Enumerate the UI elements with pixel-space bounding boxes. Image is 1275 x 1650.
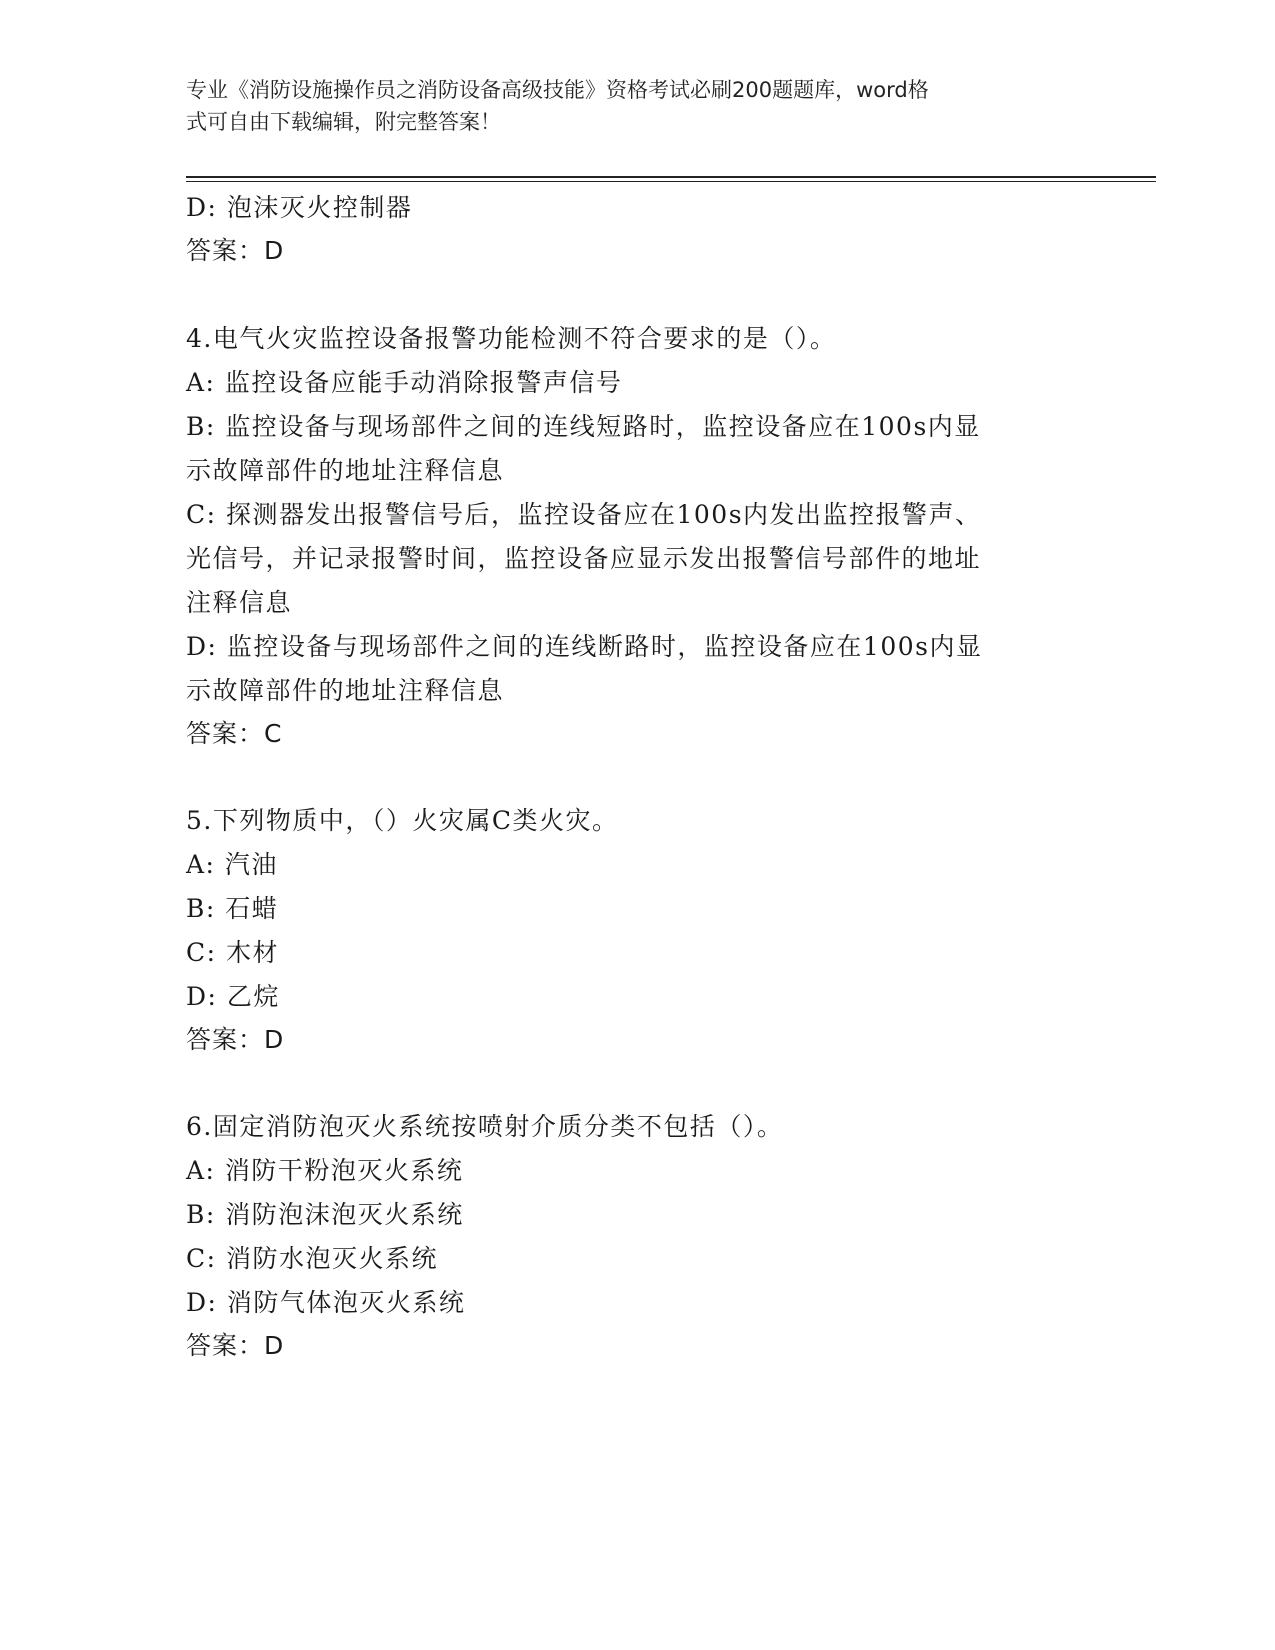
q3-option-d: D: 泡沫灭火控制器 [186,193,413,222]
q6-stem: 6.固定消防泡灭火系统按喷射介质分类不包括（）。 [186,1112,784,1141]
q4-option-d-line-2: 示故障部件的地址注释信息 [186,676,505,705]
header-line-2: 式可自由下载编辑，附完整答案！ [186,110,501,134]
q5-option-c: C: 木材 [186,938,279,967]
q5-option-b: B: 石蜡 [186,894,279,923]
q6-option-a: A: 消防干粉泡灭火系统 [186,1156,464,1185]
q4-option-c-line-3: 注释信息 [186,588,293,617]
q4-option-b-line-2: 示故障部件的地址注释信息 [186,456,505,485]
q4-option-b-line-1: B: 监控设备与现场部件之间的连线短路时，监控设备应在100s内显 [186,412,981,441]
q5-answer: 答案：D [186,1025,285,1054]
q6-answer: 答案：D [186,1331,285,1360]
q4-option-a: A: 监控设备应能手动消除报警声信号 [186,368,623,397]
q3-answer: 答案：D [186,236,285,265]
q6-option-c: C: 消防水泡灭火系统 [186,1244,438,1273]
header-divider-thick [186,176,1156,178]
q5-option-d: D: 乙烷 [186,982,280,1011]
q5-stem: 5.下列物质中，（）火灾属C类火灾。 [186,806,619,835]
q4-option-c-line-2: 光信号，并记录报警时间，监控设备应显示发出报警信号部件的地址 [186,544,982,573]
q4-option-c-line-1: C: 探测器发出报警信号后，监控设备应在100s内发出监控报警声、 [186,500,982,529]
document-header [186,74,1066,138]
q4-option-d-line-1: D: 监控设备与现场部件之间的连线断路时，监控设备应在100s内显 [186,632,983,661]
q6-option-b: B: 消防泡沫泡灭火系统 [186,1200,464,1229]
q6-option-d: D: 消防气体泡灭火系统 [186,1288,466,1317]
header-line-1: 专业《消防设施操作员之消防设备高级技能》资格考试必刷200题题库，word格 [186,78,929,102]
q4-stem: 4.电气火灾监控设备报警功能检测不符合要求的是（）。 [186,324,837,353]
q5-option-a: A: 汽油 [186,850,278,879]
header-divider-thin [186,181,1156,182]
q4-answer: 答案：C [186,719,283,748]
